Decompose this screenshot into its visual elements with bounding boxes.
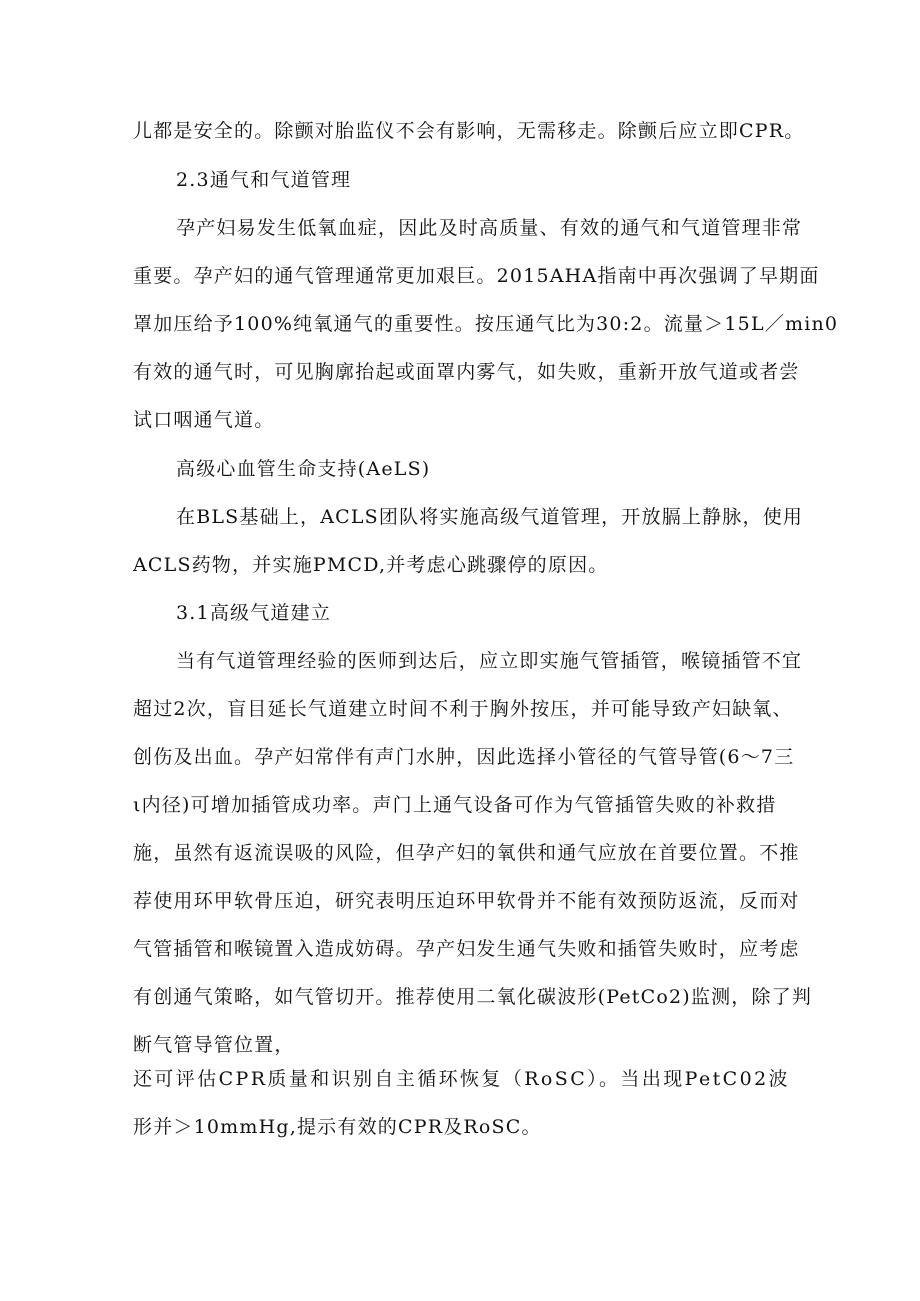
text-line: 还可评估CPR质量和识别自主循环恢复（RoSC）。当出现PetC02波	[133, 1068, 790, 1090]
text-line: 超过2次，盲目延长气道建立时间不利于胸外按压，并可能导致产妇缺氧、	[133, 698, 793, 720]
text-line: ι内径)可增加插管成功率。声门上通气设备可作为气管插管失败的补救措	[133, 794, 777, 816]
text-line: 重要。孕产妇的通气管理通常更加艰巨。2015AHA指南中再次强调了早期面	[133, 265, 820, 287]
text-line: 创伤及出血。孕产妇常伴有声门水肿，因此选择小管径的气管导管(6～7三	[133, 746, 795, 768]
text-line: 气管插管和喉镜置入造成妨碍。孕产妇发生通气失败和插管失败时，应考虑	[133, 938, 800, 960]
section-heading: 高级心血管生命支持(AeLS)	[176, 458, 431, 480]
text-line: 在BLS基础上，ACLS团队将实施高级气道管理，开放膈上静脉，使用	[176, 506, 804, 528]
text-line: 罩加压给予100%纯氧通气的重要性。按压通气比为30:2。流量＞15L／min0	[133, 313, 839, 335]
text-line: 荐使用环甲软骨压迫，研究表明压迫环甲软骨并不能有效预防返流，反而对	[133, 890, 800, 912]
section-heading: 2.3通气和气道管理	[176, 169, 352, 191]
text-line: 施，虽然有返流误吸的风险，但孕产妇的氧供和通气应放在首要位置。不推	[133, 842, 800, 864]
text-line: 当有气道管理经验的医师到达后，应立即实施气管插管，喉镜插管不宜	[176, 650, 803, 672]
text-line: 断气管导管位置，	[133, 1034, 295, 1056]
text-line: 有创通气策略，如气管切开。推荐使用二氧化碳波形(PetCo2)监测，除了判	[133, 986, 813, 1008]
text-line: 孕产妇易发生低氧血症，因此及时高质量、有效的通气和气道管理非常	[176, 217, 803, 239]
section-heading: 3.1高级气道建立	[176, 602, 332, 624]
text-line: 儿都是安全的。除颤对胎监仪不会有影响，无需移走。除颤后应立即CPR。	[133, 120, 805, 142]
text-line: 试口咽通气道。	[133, 409, 275, 431]
text-line: ACLS药物，并实施PMCD,并考虑心跳骤停的原因。	[133, 554, 609, 576]
text-line: 有效的通气时，可见胸廓抬起或面罩内雾气，如失败，重新开放气道或者尝	[133, 361, 800, 383]
text-line: 形并＞10mmHg,提示有效的CPR及RoSC。	[133, 1116, 542, 1138]
